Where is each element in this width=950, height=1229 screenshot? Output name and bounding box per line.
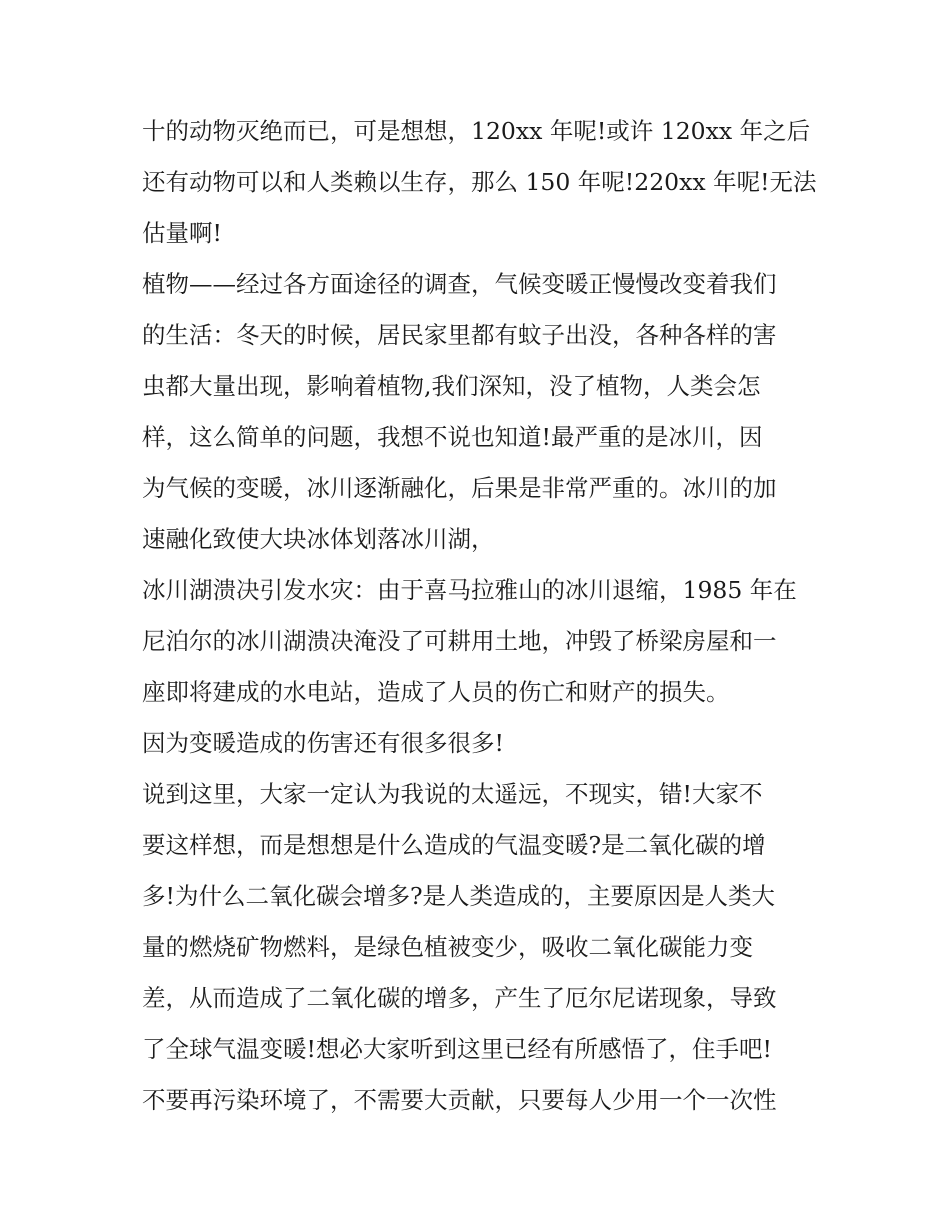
text-line: 还有动物可以和人类赖以生存，那么 150 年呢!220xx 年呢!无法 [142,168,817,196]
text-line: 量的燃烧矿物燃料，是绿色植被变少，吸收二氧化碳能力变 [142,933,753,961]
text-line: 植物——经过各方面途径的调查，气候变暖正慢慢改变着我们 [142,270,777,298]
text-line: 要这样想，而是想想是什么造成的气温变暖?是二氧化碳的增 [142,831,766,859]
text-line: 尼泊尔的冰川湖溃决淹没了可耕用土地，冲毁了桥梁房屋和一 [142,627,777,655]
text-line: 座即将建成的水电站，造成了人员的伤亡和财产的损失。 [142,678,730,706]
text-line: 了全球气温变暖!想必大家听到这里已经有所感悟了，住手吧! [142,1035,772,1063]
text-line: 不要再污染环境了，不需要大贡献，只要每人少用一个一次性 [142,1086,777,1114]
text-line: 因为变暖造成的伤害还有很多很多! [142,729,504,757]
text-line: 多!为什么二氧化碳会增多?是人类造成的，主要原因是人类大 [142,882,776,910]
text-line: 为气候的变暖，冰川逐渐融化，后果是非常严重的。冰川的加 [142,474,777,502]
text-line: 的生活：冬天的时候，居民家里都有蚊子出没，各种各样的害 [142,321,777,349]
text-line: 样，这么简单的问题，我想不说也知道!最严重的是冰川，因 [142,423,763,451]
text-line: 估量啊! [142,219,222,247]
text-line: 差，从而造成了二氧化碳的增多，产生了厄尔尼诺现象，导致 [142,984,777,1012]
text-line: 十的动物灭绝而已，可是想想，120xx 年呢!或许 120xx 年之后 [142,117,811,145]
text-line: 说到这里，大家一定认为我说的太遥远，不现实，错!大家不 [142,780,763,808]
document-body [142,106,822,1126]
text-line: 速融化致使大块冰体划落冰川湖， [142,525,495,553]
text-line: 冰川湖溃决引发水灾：由于喜马拉雅山的冰川退缩，1985 年在 [142,576,797,604]
text-line: 虫都大量出现，影响着植物,我们深知，没了植物，人类会怎 [142,372,761,400]
